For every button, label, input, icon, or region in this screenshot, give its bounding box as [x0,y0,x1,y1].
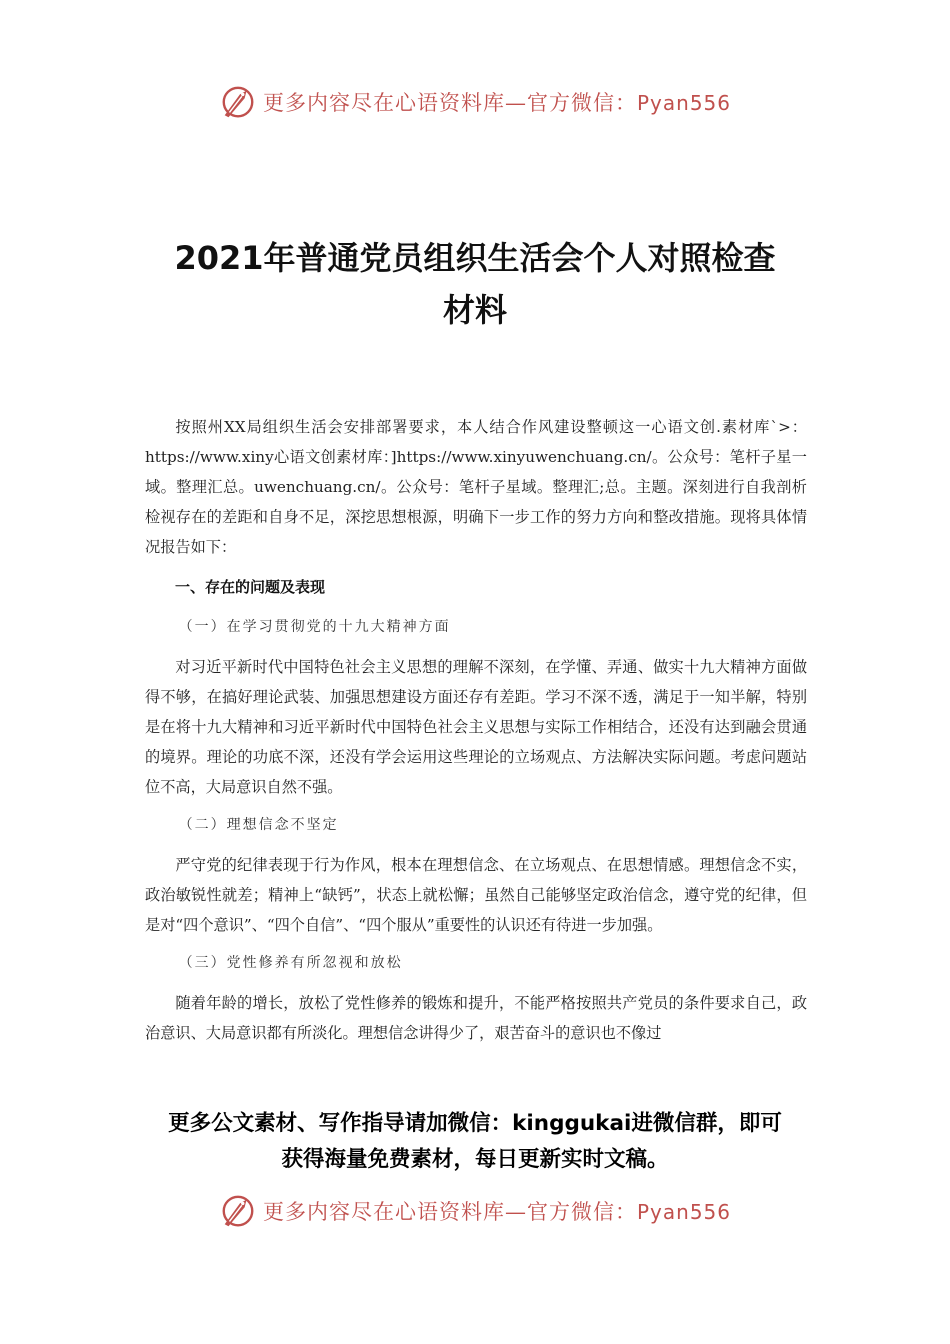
intro-paragraph: 按照州XX局组织生活会安排部署要求，本人结合作风建设整顿这一心语文创.素材库`>：https://www.xiny心语文创素材库：]https://www.xinyuwenchuang.cn/。公众号：笔杆子星一域。整理汇总。uwenchuang.cn/。公众号：笔杆子星域。整理汇;总。主题。深刻进行自我剖析检视存在的差距和自身不足，深挖思想根源，明确下一步工作的努力方向和整改措施。现将具体情况报告如下： [145,418,807,556]
document-title [100,232,850,336]
banner-label: 更多内容尽在心语资料库—官方微信： [262,1200,637,1224]
title-line-1: 2021年普通党员组织生活会个人对照检查 [174,239,776,277]
subsection-paragraph-3: 随着年龄的增长，放松了党性修养的锻炼和提升，不能严格按照共产党员的条件要求自己，政治意识、大局意识都有所淡化。理想信念讲得少了，艰苦奋斗的意识也不像过 [145,994,807,1042]
banner-label: 更多内容尽在心语资料库—官方微信： [262,91,637,115]
promo-line-2: 获得海量免费素材，每日更新实时文稿。 [281,1147,669,1172]
promo-line-1: 更多公文素材、写作指导请加微信：kinggukai进微信群，即可 [168,1111,782,1136]
pen-nib-logo-icon [219,1192,257,1230]
subsection-paragraph-2: 严守党的纪律表现于行为作风，根本在理想信念、在立场观点、在思想情感。理想信念不实，政治敏锐性就差；精神上“缺钙”，状态上就松懈；虽然自己能够坚定政治信念，遵守党的纪律，但是对“四个意识”、“四个自信”、“四个服从”重要性的认识还有待进一步加强。 [145,856,807,934]
banner-wechat-id: Pyan556 [636,91,731,115]
subsection-heading-2: （二）理想信念不坚定 [178,817,339,833]
banner-wechat-id: Pyan556 [636,1200,731,1224]
header-banner [0,82,950,122]
document-body [145,412,807,1048]
subsection-heading-1: （一）在学习贯彻党的十九大精神方面 [178,619,451,635]
promo-text [100,1106,850,1178]
footer-banner [0,1191,950,1231]
subsection-heading-3: （三）党性修养有所忽视和放松 [178,955,403,971]
banner-text [263,87,731,117]
banner-text [263,1196,731,1226]
subsection-paragraph-1: 对习近平新时代中国特色社会主义思想的理解不深刻，在学懂、弄通、做实十九大精神方面做得不够，在搞好理论武装、加强思想建设方面还存有差距。学习不深不透，满足于一知半解，特别是在将十九大精神和习近平新时代中国特色社会主义思想与实际工作相结合，还没有达到融会贯通的境界。理论的功底不深，还没有学会运用这些理论的立场观点、方法解决实际问题。考虑问题站位不高，大局意识自然不强。 [145,658,807,796]
section-heading: 一、存在的问题及表现 [175,578,326,596]
title-line-2: 材料 [442,291,507,329]
pen-nib-logo-icon [219,83,257,121]
